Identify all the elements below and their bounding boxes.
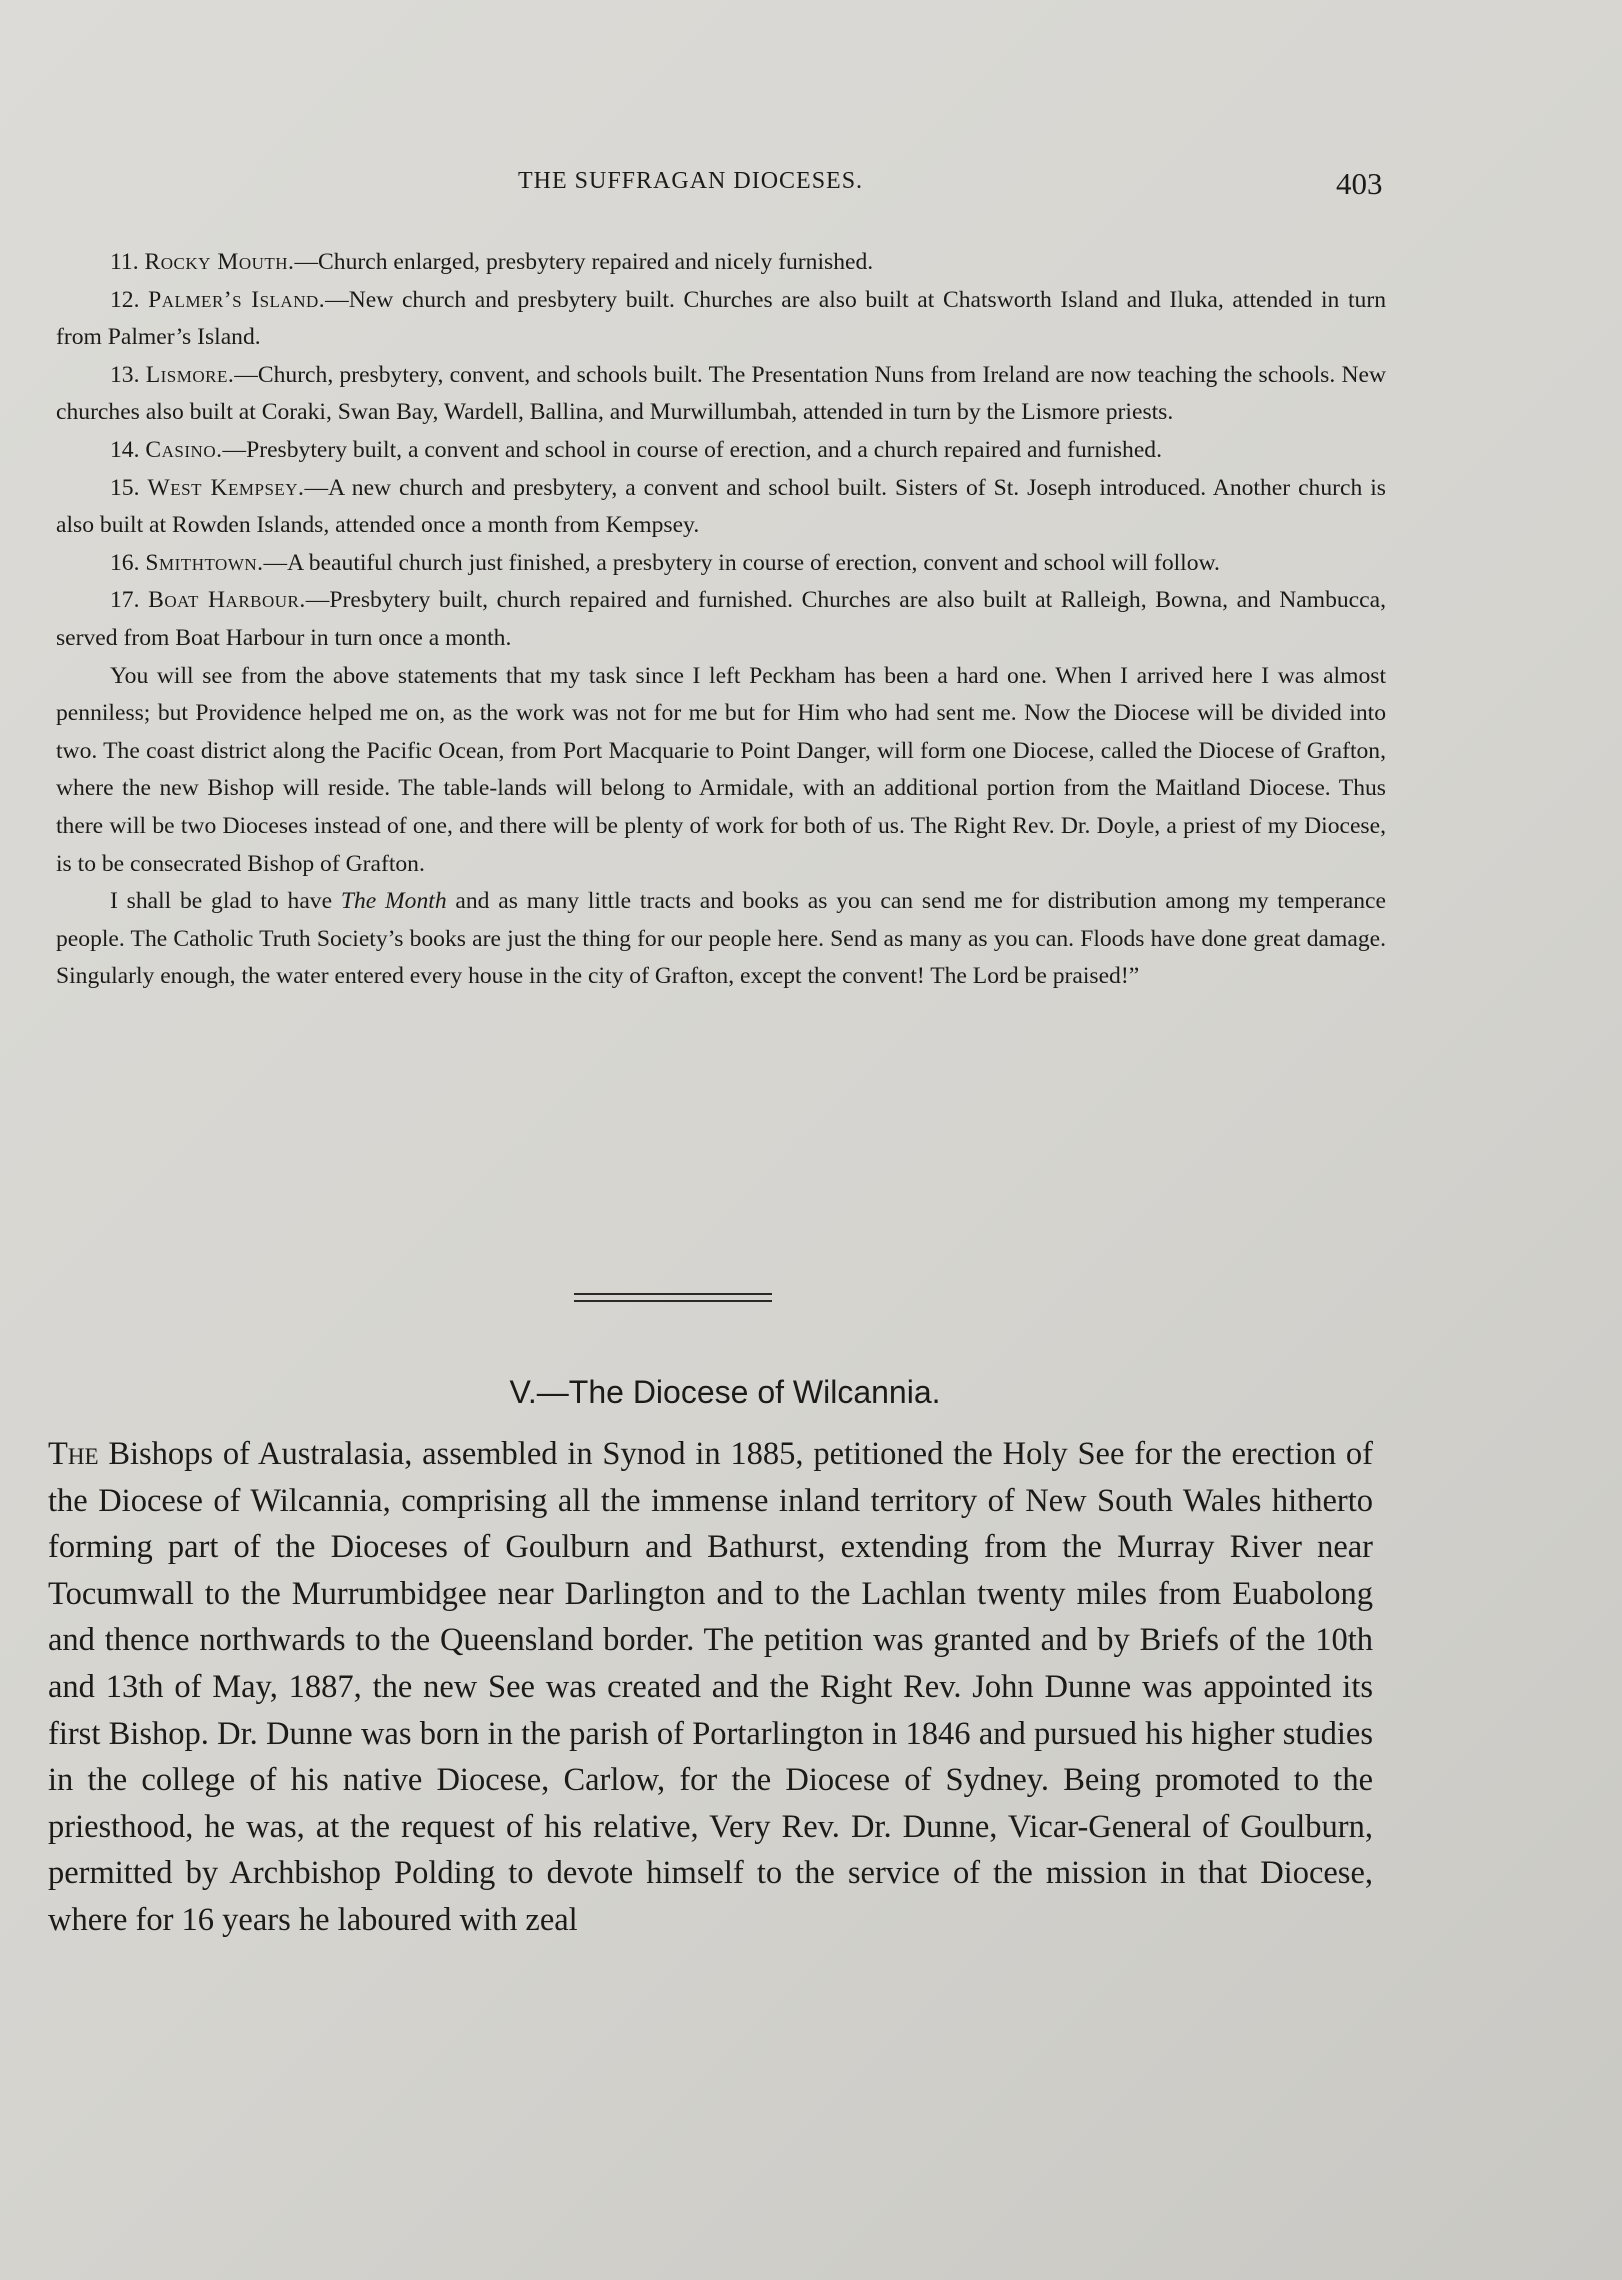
list-item xyxy=(56,582,1386,657)
item-text: —New church and presbytery built. Churches are also built at Chatsworth Island and Iluka, attended in turn from Palmer’s Island. xyxy=(56,286,1386,351)
opening-word: The xyxy=(48,1436,99,1472)
list-item xyxy=(56,470,1386,545)
list-item xyxy=(56,432,1386,470)
body-paragraph: The Bishops of Australasia, assembled in Synod in 1885, petitioned the Holy See for the erection of the Diocese of Wilcannia, comprising all the immense inland territory of New South Wales hitherto forming part of the Dioceses of Goulburn and Bathurst, extending from the Murray River near Tocumwall to the Murrumbidgee near Darlington and to the Lachlan twenty miles from Euabolong and thence northwards to the Queensland border. The petition was granted and by Briefs of the 10th and 13th of May, 1887, the new See was created and the Right Rev. John Dunne was appointed its first Bishop. Dr. Dunne was born in the parish of Portarlington in 1846 and pursued his higher studies in the college of his native Diocese, Carlow, for the Diocese of Sydney. Being promoted to the priesthood, he was, at the request of his relative, Very Rev. Dr. Dunne, Vicar-General of Goulburn, permitted by Archbishop Polding to devote himself to the service of the mission in that Diocese, where for 16 years he laboured with zeal xyxy=(48,1436,1373,1938)
item-number: 12. xyxy=(110,286,140,313)
section-heading: V.—The Diocese of Wilcannia. xyxy=(509,1374,941,1410)
item-text: —A new church and presbytery, a convent and school built. Sisters of St. Joseph introduced. Another church is also built at Rowden Islands, attended once a month from Kempsey. xyxy=(56,474,1386,539)
list-item xyxy=(56,545,1386,583)
place-name: Boat Harbour. xyxy=(148,587,306,614)
item-number: 14. xyxy=(110,436,140,463)
item-text: —Church, presbytery, convent, and schools built. The Presentation Nuns from Ireland are now teaching the schools. New churches also built at Coraki, Swan Bay, Wardell, Ballina, and Murwillumbah, attended in turn by the Lismore priests. xyxy=(56,361,1386,426)
running-title: THE SUFFRAGAN DIOCESES. xyxy=(518,168,864,194)
periodical-title: The Month xyxy=(340,888,447,915)
item-number: 15. xyxy=(110,474,140,501)
place-name: Lismore. xyxy=(145,361,235,388)
place-name: Rocky Mouth. xyxy=(144,249,295,275)
item-text: —Church enlarged, presbytery repaired and nicely furnished. xyxy=(294,249,874,275)
list-item xyxy=(56,244,1386,282)
place-name: West Kempsey. xyxy=(147,474,305,501)
list-item xyxy=(56,357,1386,432)
item-text: —A beautiful church just finished, a presbytery in course of erection, convent and school will follow. xyxy=(263,549,1220,576)
letter-paragraph: You will see from the above statements that my task since I left Peckham has been a hard one. When I arrived here I was almost penniless; but Providence helped me on, as the work was not for me but for Him who had sent me. Now the Diocese will be divided into two. The coast district along the Pacific Ocean, from Port Macquarie to Point Danger, will form one Diocese, called the Diocese of Grafton, where the new Bishop will reside. The table-lands will belong to Armidale, with an additional portion from the Maitland Diocese. Thus there will be two Dioceses instead of one, and there will be plenty of work for both of us. The Right Rev. Dr. Doyle, a priest of my Diocese, is to be consecrated Bishop of Grafton. xyxy=(56,662,1386,877)
section-divider xyxy=(574,1293,772,1302)
place-name: Smithtown. xyxy=(145,549,264,576)
item-number: 17. xyxy=(110,587,140,614)
item-number: 11. xyxy=(110,249,139,275)
item-number: 13. xyxy=(110,361,140,388)
list-item xyxy=(56,282,1386,357)
letter-paragraph: I shall be glad to have The Month and as many little tracts and books as you can send me for distribution among my temperance people. The Catholic Truth Society’s books are just the thing for our people here. Send as many as you can. Floods have done great damage. Singularly enough, the water entered every house in the city of Grafton, except the convent! The Lord be praised!” xyxy=(56,888,1387,990)
section-body xyxy=(48,1431,1373,1944)
item-text: —Presbytery built, a convent and school in course of erection, and a church repaired and furnished. xyxy=(222,436,1162,463)
page-number: 403 xyxy=(1336,166,1383,201)
place-name: Palmer’s Island. xyxy=(148,286,326,313)
parish-list xyxy=(56,244,1386,996)
place-name: Casino. xyxy=(145,436,223,463)
item-number: 16. xyxy=(110,549,140,576)
item-text: —Presbytery built, church repaired and furnished. Churches are also built at Ralleigh, Bowna, and Nambucca, served from Boat Harbour in turn once a month. xyxy=(56,587,1386,651)
